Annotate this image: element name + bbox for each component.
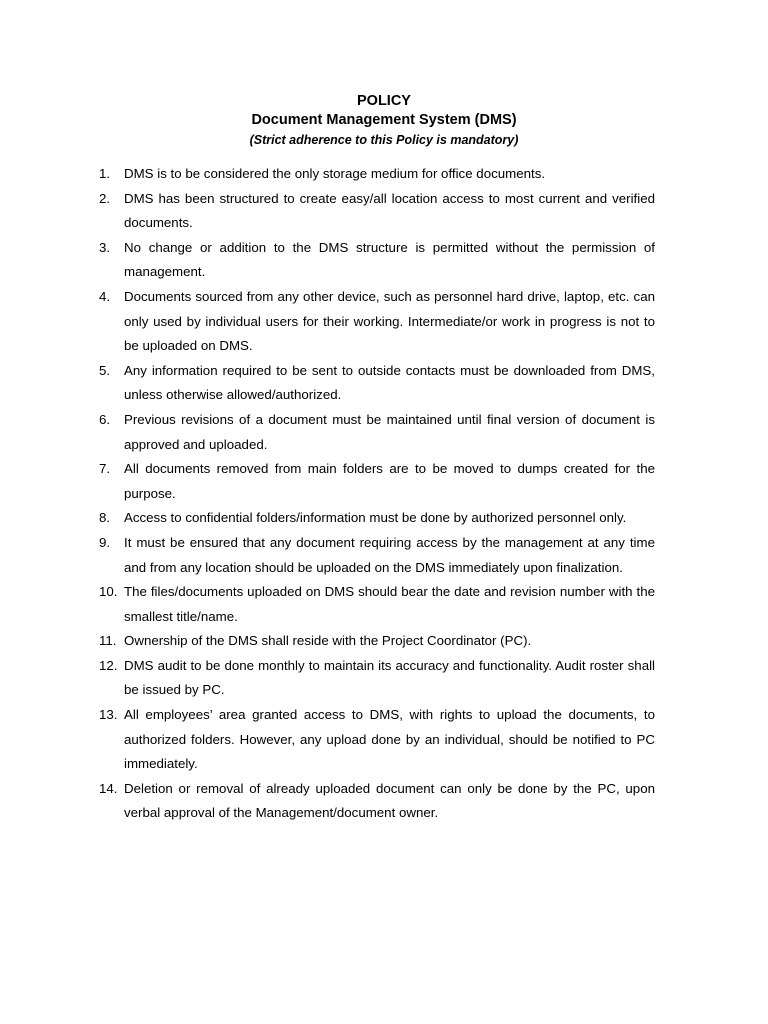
item-text: Previous revisions of a document must be maintained until final version of document is approved and uploaded. (124, 411, 655, 452)
policy-title: POLICY (357, 93, 411, 109)
item-text: All employees’ area granted access to DMS, with rights to upload the documents, to authorized folders. However, any upload done by an individual, should be notified to PC immediately. (124, 707, 655, 772)
list-item (99, 629, 655, 654)
item-number: 14. (99, 780, 118, 796)
item-number: 3. (99, 239, 111, 255)
item-number: 11. (99, 633, 117, 649)
policy-note: (Strict adherence to this Policy is mandatory) (249, 133, 519, 147)
item-text: DMS audit to be done monthly to maintain its accuracy and functionality. Audit roster shall be issued by PC. (124, 657, 655, 698)
list-item (99, 506, 655, 531)
item-text: DMS is to be considered the only storage medium for office documents. (124, 166, 546, 181)
item-text: Deletion or removal of already uploaded document can only be done by the PC, upon verbal approval of the Management/document owner. (124, 780, 655, 821)
item-number: 7. (99, 461, 111, 477)
item-number: 6. (99, 411, 111, 427)
list-item (99, 187, 655, 236)
item-text: DMS has been structured to create easy/all location access to most current and verified documents. (124, 190, 655, 231)
list-item (99, 285, 655, 359)
list-item (99, 777, 655, 826)
document-header (0, 92, 768, 150)
item-number: 12. (99, 657, 118, 673)
list-item (99, 531, 655, 580)
list-item (99, 359, 655, 408)
list-item (99, 703, 655, 777)
item-number: 5. (99, 362, 111, 378)
item-number: 1. (99, 166, 111, 181)
item-text: No change or addition to the DMS structure is permitted without the permission of management. (124, 239, 655, 280)
item-number: 13. (99, 707, 118, 723)
list-item (99, 162, 655, 187)
list-item (99, 408, 655, 457)
item-number: 2. (99, 190, 111, 206)
item-text: Access to confidential folders/information must be done by authorized personnel only. (124, 510, 627, 526)
policy-list (99, 162, 655, 826)
item-number: 9. (99, 534, 111, 550)
item-text: All documents removed from main folders are to be moved to dumps created for the purpose. (124, 461, 655, 501)
item-number: 10. (99, 584, 118, 600)
item-text: Ownership of the DMS shall reside with the Project Coordinator (PC). (124, 633, 532, 649)
item-number: 4. (99, 288, 111, 304)
list-item (99, 654, 655, 703)
item-text: The files/documents uploaded on DMS should bear the date and revision number with the smallest title/name. (124, 584, 655, 624)
list-item (99, 236, 655, 285)
item-number: 8. (99, 510, 111, 526)
item-text: Any information required to be sent to outside contacts must be downloaded from DMS, unless otherwise allowed/authorized. (124, 362, 655, 403)
list-item (99, 457, 655, 506)
list-item (99, 580, 655, 629)
policy-subtitle: Document Management System (DMS) (251, 112, 517, 128)
item-text: It must be ensured that any document requiring access by the management at any time and from any location should be uploaded on the DMS immediately upon finalization. (124, 534, 655, 575)
item-text: Documents sourced from any other device, such as personnel hard drive, laptop, etc. can only used by individual users for their working. Intermediate/or work in progress is not to be uploaded on DMS. (124, 288, 655, 354)
